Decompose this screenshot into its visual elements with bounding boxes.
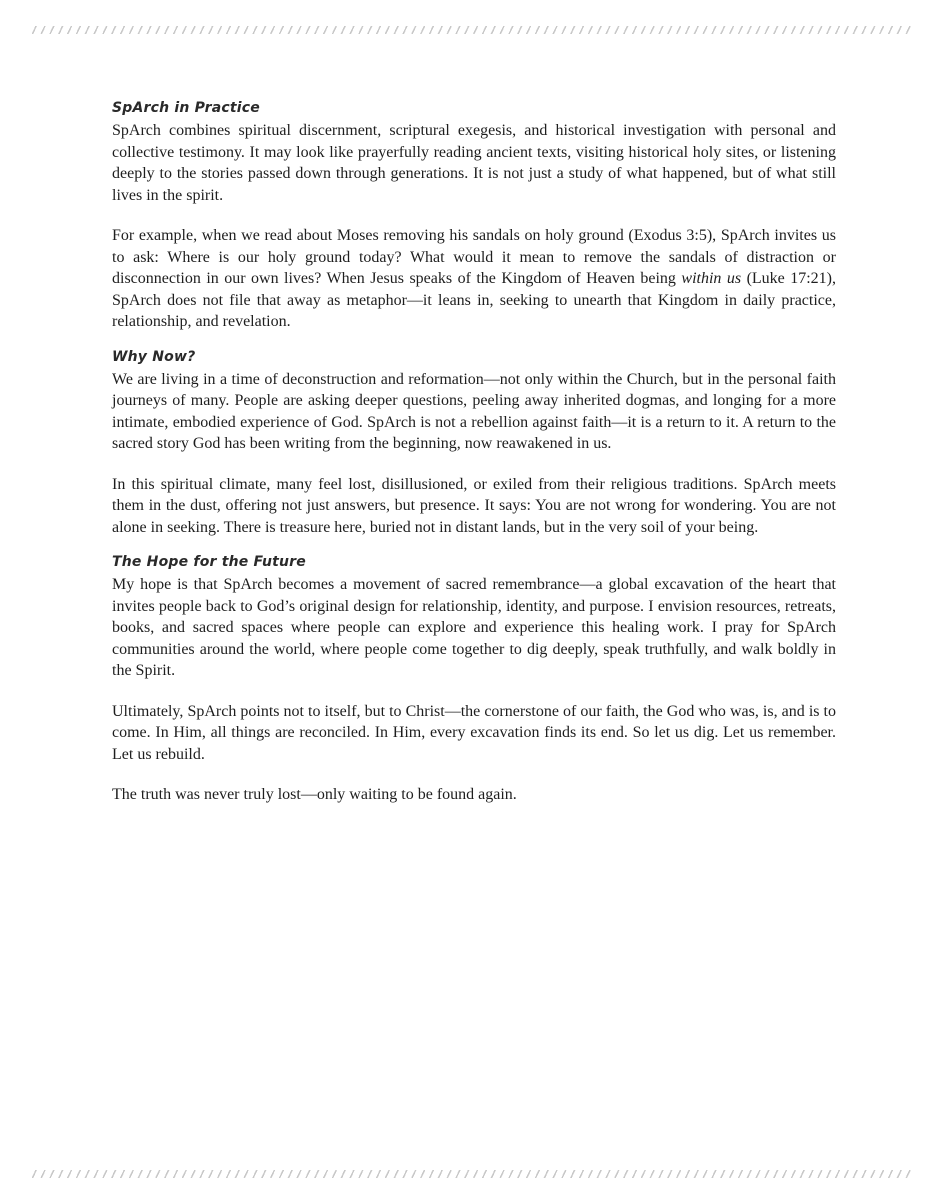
paragraph-hope-1: My hope is that SpArch becomes a movement of sacred remembrance—a global excavation of the heart that invites people back to God’s original design for relationship, identity, and purpose. I envision resources, retreats, books, and sacred spaces where people can explore and experience this healing work. I pray for SpArch communities around the world, where people come together to dig deeply, speak truthfully, and walk boldly in the Spirit. <box>112 576 836 679</box>
paragraph-practice-example <box>112 225 836 333</box>
section-heading-hope-for-future: The Hope for the Future <box>112 554 306 570</box>
example-text-before: For example, when we read about Moses removing his sandals on holy ground (Exodus 3:5), SpArch invites us to ask: Where is our holy ground today? What would it mean to remove the sandals of distraction or disconnection in our own lives? When Jesus speaks of the Kingdom of Heaven being <box>112 227 836 287</box>
section-heading-why-now: Why Now? <box>112 348 196 365</box>
top-decorative-border <box>32 26 914 34</box>
section-heading-sparch-in-practice: SpArch in Practice <box>112 100 260 116</box>
example-emphasis: within us <box>681 270 742 287</box>
paragraph-why-now-1: We are living in a time of deconstruction and reformation—not only within the Church, but in the personal faith journeys of many. People are asking deeper questions, peeling away inherited dogmas, and longing for a more intimate, embodied experience of God. SpArch is not a rebellion against faith—it is a return to it. A return to the sacred story God has been writing from the beginning, now reawakened in us. <box>112 370 836 452</box>
paragraph-hope-2: Ultimately, SpArch points not to itself, but to Christ—the cornerstone of our faith, the God who was, is, and is to come. In Him, all things are reconciled. In Him, every excavation finds its end. So let us dig. Let us remember. Let us rebuild. <box>112 702 836 763</box>
bottom-decorative-border <box>32 1170 914 1178</box>
paragraph-closing: The truth was never truly lost—only waiting to be found again. <box>112 786 517 803</box>
paragraph-why-now-2: In this spiritual climate, many feel lost, disillusioned, or exiled from their religious traditions. SpArch meets them in the dust, offering not just answers, but presence. It says: You are not wrong for wondering. You are not alone in seeking. There is treasure here, buried not in distant lands, but in the very soil of your being. <box>112 475 836 536</box>
document-body <box>112 98 836 806</box>
example-text-after: (Luke 17:21), SpArch does not file that away as metaphor—it leans in, seeking to unearth that Kingdom in daily practice, relationship, and revelation. <box>112 270 837 330</box>
paragraph-practice-intro: SpArch combines spiritual discernment, scriptural exegesis, and historical investigation with personal and collective testimony. It may look like prayerfully reading ancient texts, visiting historical holy sites, or listening deeply to the stories passed down through generations. It is not just a study of what happened, but of what still lives in the spirit. <box>112 122 836 204</box>
